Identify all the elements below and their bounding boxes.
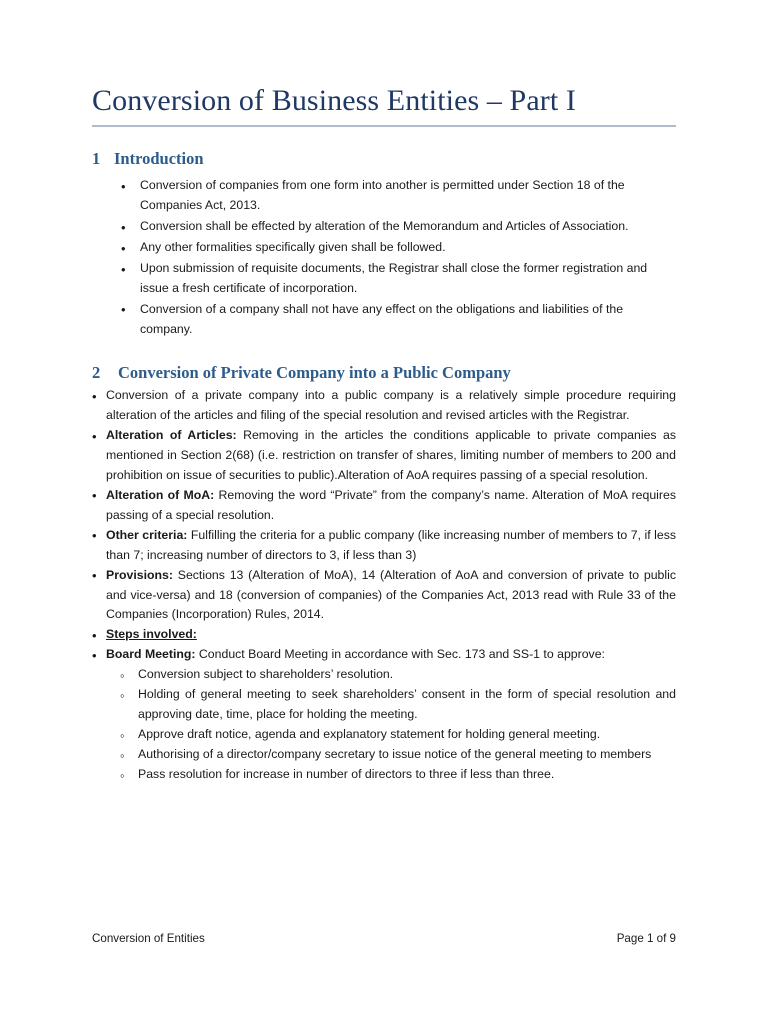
section-heading-2 — [92, 341, 676, 383]
list-item-steps-involved — [92, 625, 676, 645]
section-heading-1 — [92, 127, 676, 169]
list-item-text: Fulfilling the criteria for a public company (like increasing number of members to 7, if less than 7; increasing number of directors to 3, if less than 3) — [106, 527, 676, 562]
list-item: • Any other formalities specifically given shall be followed. — [118, 238, 676, 258]
list-item — [92, 566, 676, 626]
list-item-lead: Alteration of Articles: — [106, 428, 237, 443]
list-item-lead: Alteration of MoA: — [106, 487, 215, 502]
section-title-1: Introduction — [114, 148, 204, 168]
list-item: • Conversion of a company shall not have any effect on the obligations and liabilities of the company. — [118, 300, 676, 340]
section-number-1: 1 — [92, 148, 101, 168]
board-meeting-sub-list — [92, 665, 676, 784]
list-item: ◦ Approve draft notice, agenda and explanatory statement for holding general meeting. — [118, 725, 676, 745]
document-body — [92, 0, 676, 785]
steps-involved-label: Steps involved: — [106, 627, 197, 642]
list-item-lead: Other criteria: — [106, 527, 188, 542]
page-footer — [92, 932, 676, 945]
section-2-bullet-list — [92, 386, 676, 665]
footer-left-text: Conversion of Entities — [92, 932, 205, 945]
footer-page-number: Page 1 of 9 — [616, 932, 676, 945]
list-item — [92, 486, 676, 526]
list-item: • Conversion of companies from one form into another is permitted under Section 18 of the Companies Act, 2013. — [118, 176, 676, 216]
list-item-text: Conduct Board Meeting in accordance with Sec. 173 and SS-1 to approve: — [195, 647, 605, 662]
list-item-text: Removing in the articles the conditions applicable to private companies as mentioned in Section 2(68) (i.e. restriction on transfer of shares, limiting number of members to 200 and prohibition on issue of securities to public).Alteration of AoA requires passing of a special resolution. — [106, 428, 676, 483]
section-1-bullet-list — [92, 176, 676, 339]
list-item: • Conversion shall be effected by alteration of the Memorandum and Articles of Association. — [118, 217, 676, 237]
list-item — [92, 386, 676, 426]
list-item-text: Conversion of a private company into a public company is a relatively simple procedure requiring alteration of the articles and filing of the special resolution and revised articles with the Registrar. — [106, 388, 676, 423]
list-item: ◦ Authorising of a director/company secretary to issue notice of the general meeting to members — [118, 745, 676, 765]
list-item-text: Removing the word “Private” from the company’s name. Alteration of MoA requires passing of a special resolution. — [106, 487, 677, 522]
list-item — [92, 526, 676, 566]
list-item — [92, 426, 676, 486]
list-item-text: Sections 13 (Alteration of MoA), 14 (Alteration of AoA and conversion of private to public and vice-versa) and 18 (conversion of companies) of the Companies Act, 2013 read with Rule 33 of the Companies (Incorporation) Rules, 2014. — [106, 567, 676, 622]
list-item-board-meeting — [92, 645, 676, 665]
list-item: ◦ Pass resolution for increase in number of directors to three if less than three. — [118, 765, 676, 785]
list-item: ◦ Conversion subject to shareholders’ resolution. — [118, 665, 676, 685]
section-number-2: 2 — [92, 362, 101, 382]
section-title-2: Conversion of Private Company into a Public Company — [118, 362, 511, 382]
list-item: ◦ Holding of general meeting to seek shareholders’ consent in the form of special resolution and approving date, time, place for holding the meeting. — [118, 685, 676, 725]
page-title: Conversion of Business Entities – Part I — [92, 84, 576, 117]
list-item: • Upon submission of requisite documents, the Registrar shall close the former registration and issue a fresh certificate of incorporation. — [118, 259, 676, 299]
list-item-lead: Board Meeting: — [106, 647, 196, 662]
list-item-lead: Provisions: — [106, 567, 173, 582]
